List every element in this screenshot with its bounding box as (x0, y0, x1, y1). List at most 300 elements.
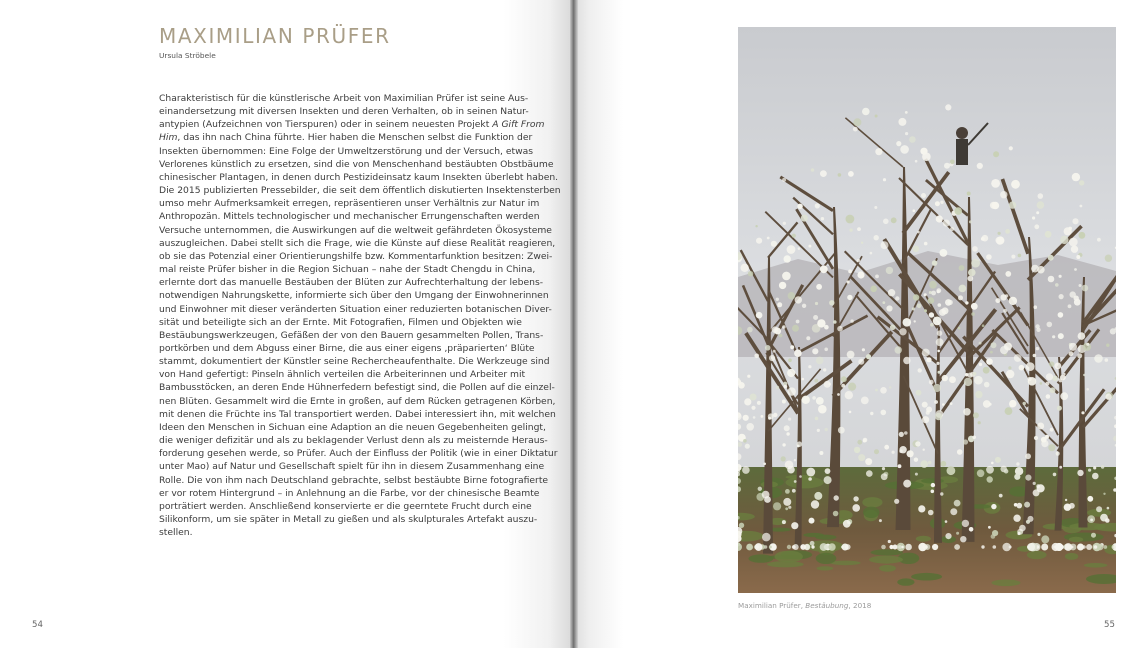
body-text: antypien (Aufzeichnen von Tierspuren) oder in seinem neuesten Projekt (159, 119, 493, 131)
caption-artist: Maximilian Prüfer, (738, 601, 806, 610)
blossom (954, 544, 960, 550)
blossom (845, 391, 853, 399)
blossom (841, 384, 845, 388)
grass-patch (816, 553, 837, 564)
blossom (788, 358, 792, 362)
blossom (812, 396, 816, 400)
blossom (926, 407, 932, 413)
blossom (990, 202, 997, 209)
blossom (999, 494, 1003, 498)
blossom (791, 522, 798, 529)
blossom (785, 507, 788, 510)
blossom (959, 265, 965, 271)
blossom (938, 303, 942, 307)
blossom (1077, 470, 1083, 476)
blossom (1045, 382, 1049, 386)
blossom (747, 327, 753, 333)
blossom (986, 358, 993, 365)
blossom (944, 163, 950, 169)
blossom (924, 293, 927, 296)
blossom (914, 320, 916, 322)
blossom (756, 312, 763, 319)
blossom (782, 272, 791, 281)
blossom (1053, 473, 1057, 477)
body-line: Die 2015 publizierten Pressebilder, die seit dem öffentlich diskutierten Insektensterben (159, 185, 561, 197)
blossom (1025, 475, 1031, 481)
caption-year: , 2018 (848, 601, 872, 610)
blossom (841, 376, 847, 382)
blossom (917, 231, 920, 234)
blossom (1017, 503, 1023, 509)
blossom (1014, 503, 1018, 507)
blossom (1049, 361, 1054, 366)
blossom (978, 421, 981, 424)
blossom (1094, 545, 1098, 549)
blossom (870, 286, 877, 293)
blossom (995, 457, 1001, 463)
blossom (879, 519, 882, 522)
grass-patch (879, 565, 896, 572)
blossom (936, 338, 944, 346)
blossom (863, 438, 868, 443)
blossom (808, 365, 811, 368)
blossom (1037, 201, 1045, 209)
blossom (920, 460, 928, 468)
blossom (788, 418, 791, 421)
body-line (159, 131, 541, 144)
blossom (905, 132, 908, 135)
blossom (825, 468, 831, 474)
blossom (1105, 518, 1110, 523)
blossom (935, 413, 942, 420)
blossom (916, 390, 922, 396)
blossom (875, 389, 878, 392)
body-line: Bambusstöcken, an deren Ende Hühnerfedern befestigt sind, die Pollen auf die einzel- (159, 382, 555, 394)
blossom (963, 439, 968, 444)
blossom (995, 298, 1000, 303)
blossom (1050, 387, 1056, 393)
blossom (1009, 146, 1013, 150)
blossom (802, 378, 805, 381)
blossom (1034, 224, 1039, 229)
blossom (942, 375, 948, 381)
blossom (1096, 506, 1102, 512)
blossom (782, 400, 786, 404)
blossom (890, 325, 896, 331)
blossom (886, 305, 892, 311)
blossom (1014, 474, 1020, 480)
blossom (795, 296, 802, 303)
blossom (888, 540, 891, 543)
blossom (777, 302, 782, 307)
blossom (743, 439, 747, 443)
blossom (968, 269, 976, 277)
blossom (819, 451, 823, 455)
blossom (1058, 312, 1064, 318)
blossom (875, 148, 882, 155)
blossom (1003, 309, 1007, 313)
blossom (918, 505, 925, 512)
blossom (852, 504, 860, 512)
left-page (0, 0, 572, 648)
blossom (1038, 193, 1044, 199)
blossom (1036, 211, 1039, 214)
blossom (833, 320, 837, 324)
blossom (806, 468, 815, 477)
blossom (1018, 254, 1022, 258)
blossom (987, 476, 993, 482)
blossom (1028, 377, 1037, 386)
blossom (857, 440, 862, 445)
blossom (784, 425, 790, 431)
grass-patch (775, 551, 803, 563)
blossom (929, 281, 937, 289)
blossom (947, 466, 956, 475)
blossom (922, 416, 929, 423)
blossom (802, 396, 810, 404)
blossom (898, 118, 906, 126)
blossom (982, 324, 985, 327)
blossom (862, 108, 870, 116)
blossom (808, 477, 812, 481)
body-line: forderung gesehen werde, so Prüfer. Auch der Einfluss der Politik (wie in einer Diktatur (159, 448, 558, 460)
blossom (998, 232, 1001, 235)
blossom (811, 168, 815, 172)
blossom (930, 323, 934, 327)
blossom (870, 412, 873, 415)
blossom (923, 449, 925, 451)
blossom (924, 545, 928, 549)
blossom (977, 163, 983, 169)
blossom (941, 461, 947, 467)
blossom (977, 470, 985, 478)
blossom (883, 219, 889, 225)
blossom (1009, 546, 1012, 549)
blossom (1097, 238, 1101, 242)
blossom (1063, 373, 1065, 375)
blossom (904, 431, 908, 435)
blossom (842, 544, 849, 551)
blossom (882, 301, 885, 304)
blossom (783, 222, 786, 225)
blossom (915, 441, 920, 446)
blossom (1059, 294, 1064, 299)
blossom (1005, 271, 1011, 277)
blossom (767, 237, 770, 240)
blossom (1057, 406, 1062, 411)
blossom (866, 470, 873, 477)
blossom (802, 304, 806, 308)
blossom (1060, 236, 1068, 244)
blossom (773, 350, 776, 353)
blossom (940, 201, 943, 204)
blossom (755, 225, 757, 227)
blossom (785, 461, 794, 470)
blossom (907, 450, 914, 457)
page-number-right: 55 (1104, 620, 1115, 630)
blossom (769, 355, 775, 361)
blossom (1072, 218, 1078, 224)
body-line: porträtiert werden. Anschließend konservierte er die geerntete Frucht durch eine (159, 500, 532, 512)
blossom (815, 203, 820, 208)
blossom (781, 456, 786, 461)
blossom (1017, 529, 1023, 535)
blossom (1050, 428, 1054, 432)
blossom (774, 328, 781, 335)
blossom (1009, 201, 1016, 208)
blossom (950, 227, 954, 231)
grass-patch (1069, 537, 1083, 542)
blossom (849, 411, 852, 414)
blossom (1009, 297, 1017, 305)
blossom (814, 379, 818, 383)
blossom (787, 545, 791, 549)
blossom (811, 500, 819, 508)
grass-patch (1027, 551, 1047, 560)
blossom (833, 511, 839, 517)
blossom (929, 312, 934, 317)
blossom (829, 300, 834, 305)
blossom (900, 145, 909, 154)
blossom (1009, 402, 1015, 408)
blossom (954, 207, 962, 215)
body-line: stellen. (159, 527, 193, 539)
blossom (796, 320, 800, 324)
body-line: portkörben und dem Abguss einer Birne, die aus einer eigens ‚präparierten‘ Blüte (159, 342, 535, 354)
blossom (929, 380, 934, 385)
body-line: Silikonform, um sie später in Metall zu gießen und als skulpturales Artefakt auszu- (159, 514, 538, 525)
blossom (926, 359, 929, 362)
blossom (1090, 519, 1093, 522)
caption-work: Bestäubung (805, 601, 849, 610)
blossom (983, 400, 991, 408)
article-body (159, 92, 561, 539)
blossom (739, 523, 744, 528)
blossom (973, 412, 979, 418)
blossom (891, 217, 897, 223)
grass-patch (1065, 553, 1078, 560)
blossom (913, 294, 919, 300)
blossom (825, 428, 828, 431)
blossom (991, 534, 996, 539)
blossom (1005, 294, 1008, 297)
blossom (776, 386, 779, 389)
blossom (824, 348, 828, 352)
grass-patch (803, 533, 824, 537)
blossom (761, 415, 764, 418)
blossom (813, 315, 818, 320)
blossom (883, 178, 886, 181)
blossom (1101, 465, 1104, 468)
blossom (857, 271, 864, 278)
blossom (1005, 407, 1013, 415)
blossom (993, 545, 997, 549)
blossom (1078, 332, 1086, 340)
blossom (776, 298, 779, 301)
blossom (746, 544, 753, 551)
blossom (1093, 466, 1096, 469)
blossom (824, 476, 832, 484)
blossom (1105, 394, 1111, 400)
blossom (880, 387, 887, 394)
blossom (747, 375, 750, 378)
blossom (792, 325, 799, 332)
blossom (798, 247, 801, 250)
article-title: MAXIMILIAN PRÜFER (159, 24, 391, 48)
blossom (991, 342, 997, 348)
blossom (959, 285, 967, 293)
blossom (973, 372, 977, 376)
blossom (928, 461, 932, 465)
blossom (782, 520, 786, 524)
blossom (936, 215, 943, 222)
blossom (983, 367, 990, 374)
blossom (982, 235, 989, 242)
blossom (881, 241, 889, 249)
blossom (967, 192, 971, 196)
blossom (755, 543, 763, 551)
blossom (1013, 515, 1020, 522)
blossom (991, 179, 1000, 188)
blossom (858, 359, 864, 365)
blossom (1083, 374, 1085, 376)
blossom (794, 459, 796, 461)
blossom (936, 288, 941, 293)
blossom (754, 354, 759, 359)
blossom (816, 397, 824, 405)
body-line: Insekten übernommen: Eine Folge der Umweltzerstörung und der Versuch, etwas (159, 145, 534, 157)
body-line: er vor rotem Hintergrund – in Anlehnung an die Farbe, vor der chinesische Beamte (159, 487, 540, 499)
blossom (991, 504, 996, 509)
blossom (1074, 268, 1077, 271)
blossom (808, 245, 811, 248)
body-text: , das ihn nach China führte. Hier haben die Menschen selbst die Funktion der (177, 132, 533, 144)
blossom (986, 466, 994, 474)
blossom (996, 238, 1003, 245)
blossom (921, 193, 926, 198)
blossom (898, 464, 902, 468)
blossom (884, 445, 889, 450)
blossom (899, 446, 906, 453)
blossom (769, 546, 772, 549)
blossom (894, 499, 899, 504)
body-line: Bestäubungswerkzeugen, Gefäßen der von den Bauern gesammelten Pollen, Trans- (159, 329, 544, 341)
blossom (756, 238, 762, 244)
blossom (874, 235, 879, 240)
blossom (782, 325, 785, 328)
blossom (794, 349, 802, 357)
blossom (846, 280, 849, 283)
blossom (782, 443, 785, 446)
grass-patch (830, 561, 860, 566)
blossom (1034, 436, 1038, 440)
blossom (917, 304, 922, 309)
blossom (943, 220, 950, 227)
blossom (1069, 351, 1074, 356)
grass-patch (911, 573, 942, 581)
blossom (1079, 180, 1084, 185)
blossom (972, 246, 978, 252)
blossom (1103, 545, 1107, 549)
blossom (753, 416, 756, 419)
blossom (1025, 453, 1031, 459)
blossom (1033, 354, 1037, 358)
grass-patch (1084, 563, 1108, 568)
blossom (765, 345, 771, 351)
blossom (811, 545, 814, 548)
blossom (918, 368, 922, 372)
blossom (924, 242, 928, 246)
blossom (1105, 358, 1109, 362)
blossom (979, 342, 982, 345)
blossom (888, 289, 895, 296)
blossom (895, 346, 902, 353)
blossom (915, 160, 918, 163)
blossom (988, 526, 991, 529)
blossom (865, 458, 872, 465)
blossom (1024, 502, 1030, 508)
blossom (1026, 362, 1035, 371)
blossom (1082, 285, 1089, 292)
blossom (1006, 370, 1014, 378)
blossom (804, 544, 810, 550)
blossom (881, 473, 888, 480)
blossom (1065, 499, 1067, 501)
blossom (938, 371, 941, 374)
grass-patch (916, 536, 931, 542)
blossom (913, 246, 919, 252)
blossom (1045, 231, 1052, 238)
blossom (963, 408, 971, 416)
blossom (1081, 411, 1084, 414)
blossom (1040, 382, 1043, 385)
blossom (1053, 546, 1055, 548)
blossom (828, 543, 835, 550)
body-line: Charakteristisch für die künstlerische Arbeit von Maximilian Prüfer ist seine Aus- (159, 93, 529, 104)
blossom (792, 545, 796, 549)
blossom (950, 402, 953, 405)
blossom (862, 348, 865, 351)
blossom (934, 400, 938, 404)
blossom (928, 510, 934, 516)
blossom (991, 462, 994, 465)
blossom (814, 492, 822, 500)
blossom (816, 357, 824, 365)
blossom (861, 242, 863, 244)
blossom (1080, 205, 1083, 208)
blossom (954, 500, 961, 507)
body-line: umso mehr Aufmerksamkeit erregen, repräsentieren unser Verhältnis zur Natur im (159, 198, 540, 210)
blossom (837, 393, 840, 396)
body-italic-text: A Gift From (492, 119, 545, 131)
blossom (820, 265, 828, 273)
body-line: und Einwohner mit dieser veränderten Situation einer reduzierten botanischen Diver- (159, 303, 552, 315)
blossom (853, 118, 861, 126)
blossom (974, 376, 983, 385)
blossom (1055, 543, 1063, 551)
blossom (881, 410, 887, 416)
blossom (1037, 423, 1044, 430)
blossom (762, 533, 771, 542)
blossom (924, 309, 927, 312)
blossom (812, 348, 818, 354)
blossom (784, 385, 788, 389)
blossom (788, 506, 791, 509)
orchard-photo-icon (738, 27, 1116, 593)
blossom (1107, 507, 1110, 510)
blossom (783, 498, 791, 506)
blossom (1077, 544, 1084, 551)
